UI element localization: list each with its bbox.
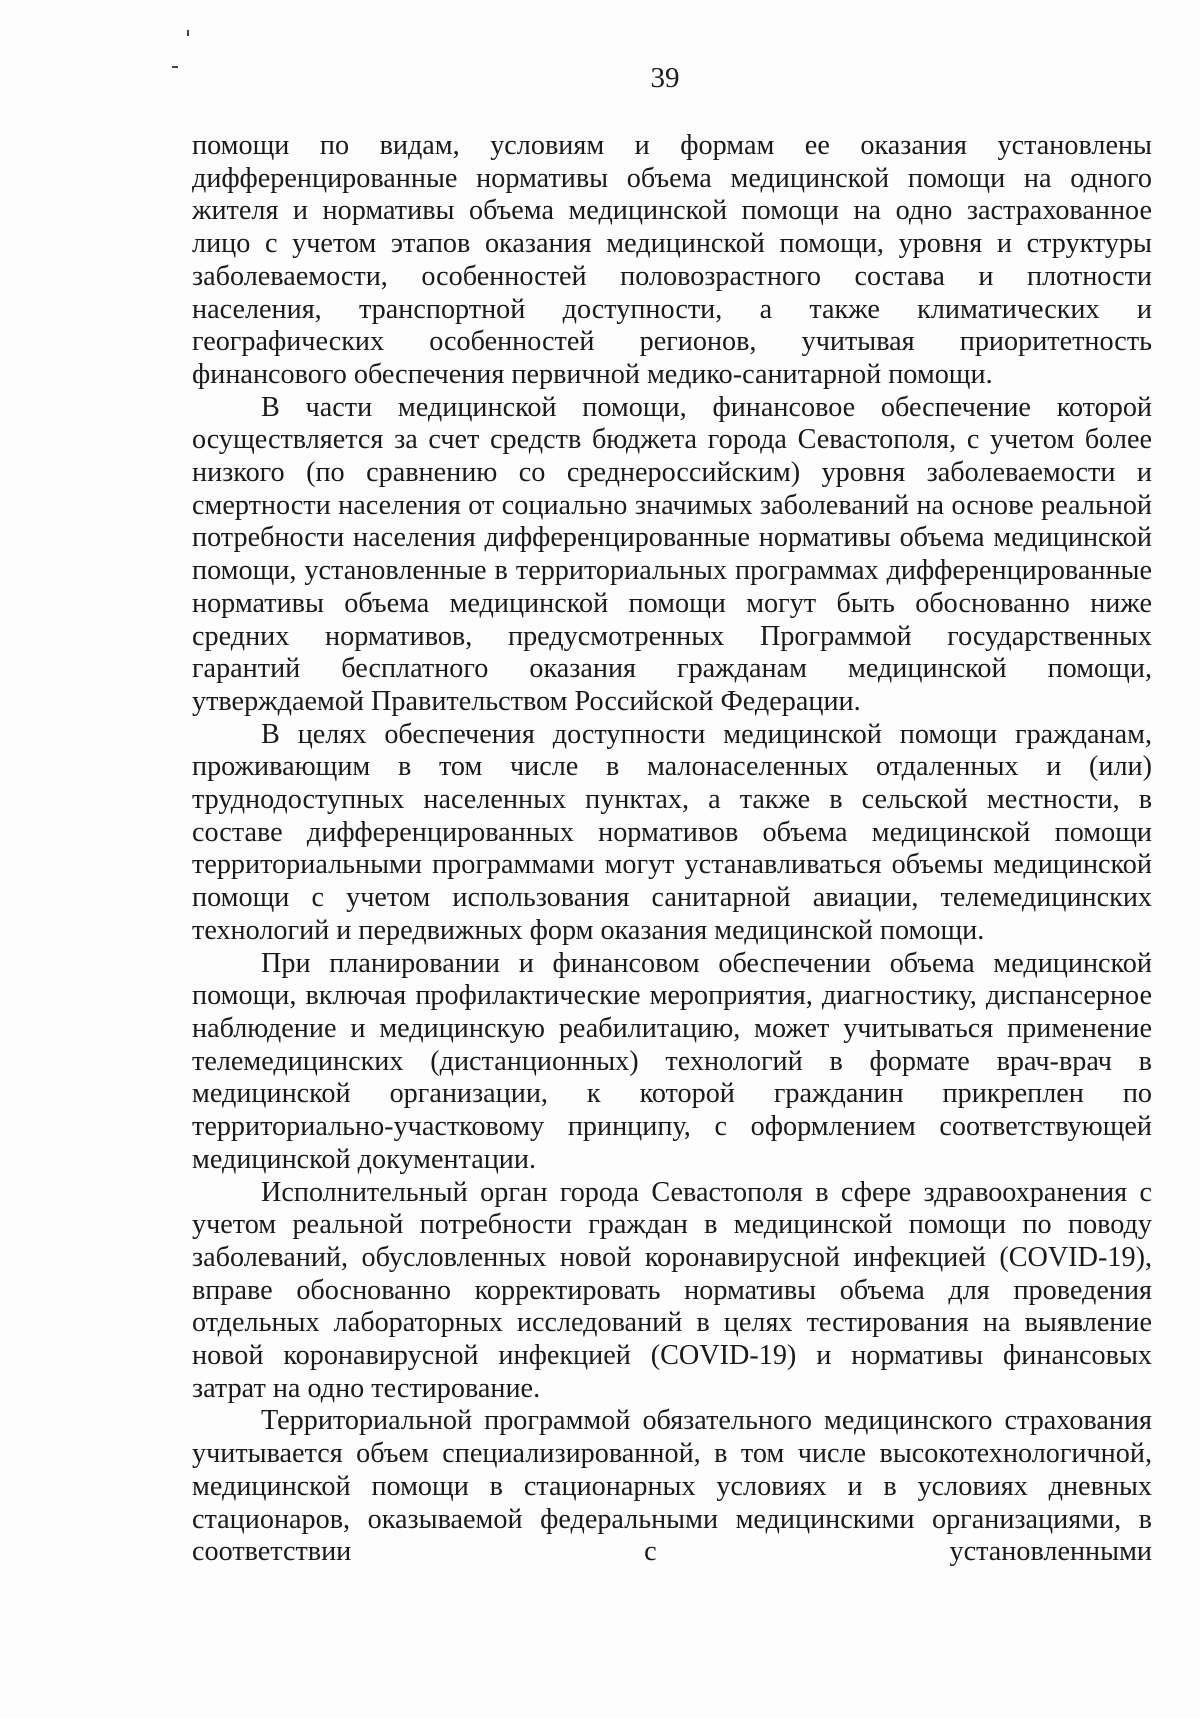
- paragraph-accessibility: В целях обеспечения доступности медицинской помощи гражданам, проживающим в том числе в малонаселенных отдаленных и (или) труднодоступных населенных пунктах, а также в сельской местности, в составе дифференцированных нормативов объема медицинской помощи территориальными программами могут устанавливаться объемы медицинской помощи с учетом использования санитарной авиации, телемедицинских технологий и передвижных форм оказания медицинской помощи.: [192, 718, 1152, 946]
- page-number: 39: [650, 62, 680, 94]
- paragraph-oms-program: Территориальной программой обязательного медицинского страхования учитывается объем специализированной, в том числе высокотехнологичной, медицинской помощи в стационарных условиях и в условиях дневных стационаров, оказываемой федеральными медицинскими организациями, в соответствии с установленными: [192, 1405, 1152, 1568]
- paragraph-budget-financing: В части медицинской помощи, финансовое обеспечение которой осуществляется за счет средств бюджета города Севастополя, с учетом более низкого (по сравнению со среднероссийским) уровня заболеваемости и смертности населения от социально значимых заболеваний на основе реальной потребности населения дифференцированные нормативы объема медицинской помощи, установленные в территориальных программах дифференцированные нормативы объема медицинской помощи могут быть обоснованно ниже средних нормативов, предусмотренных Программой государственных гарантий бесплатного оказания гражданам медицинской помощи, утверждаемой Правительством Российской Федерации.: [192, 391, 1152, 717]
- paragraph-telemedicine: При планировании и финансовом обеспечении объема медицинской помощи, включая профилактические мероприятия, диагностику, диспансерное наблюдение и медицинскую реабилитацию, может учитываться применение телемедицинских (дистанционных) технологий в формате врач-врач в медицинской организации, к которой гражданин прикреплен по территориально-участковому принципу, с оформлением соответствующей медицинской документации.: [192, 947, 1152, 1175]
- scan-artifact-mark: [187, 30, 189, 36]
- body-text: [192, 130, 1152, 1569]
- paragraph-covid-testing: Исполнительный орган города Севастополя в сфере здравоохранения с учетом реальной потребности граждан в медицинской помощи по поводу заболеваний, обусловленных новой коронавирусной инфекцией (COVID-19), вправе обоснованно корректировать нормативы объема для проведения отдельных лабораторных исследований в целях тестирования на выявление новой коронавирусной инфекцией (COVID-19) и нормативы финансовых затрат на одно тестирование.: [192, 1176, 1152, 1404]
- paragraph-continuation: помощи по видам, условиям и формам ее оказания установлены дифференцированные нормативы объема медицинской помощи на одного жителя и нормативы объема медицинской помощи на одно застрахованное лицо с учетом этапов оказания медицинской помощи, уровня и структуры заболеваемости, особенностей половозрастного состава и плотности населения, транспортной доступности, а также климатических и географических особенностей регионов, учитывая приоритетность финансового обеспечения первичной медико-санитарной помощи.: [192, 130, 1152, 390]
